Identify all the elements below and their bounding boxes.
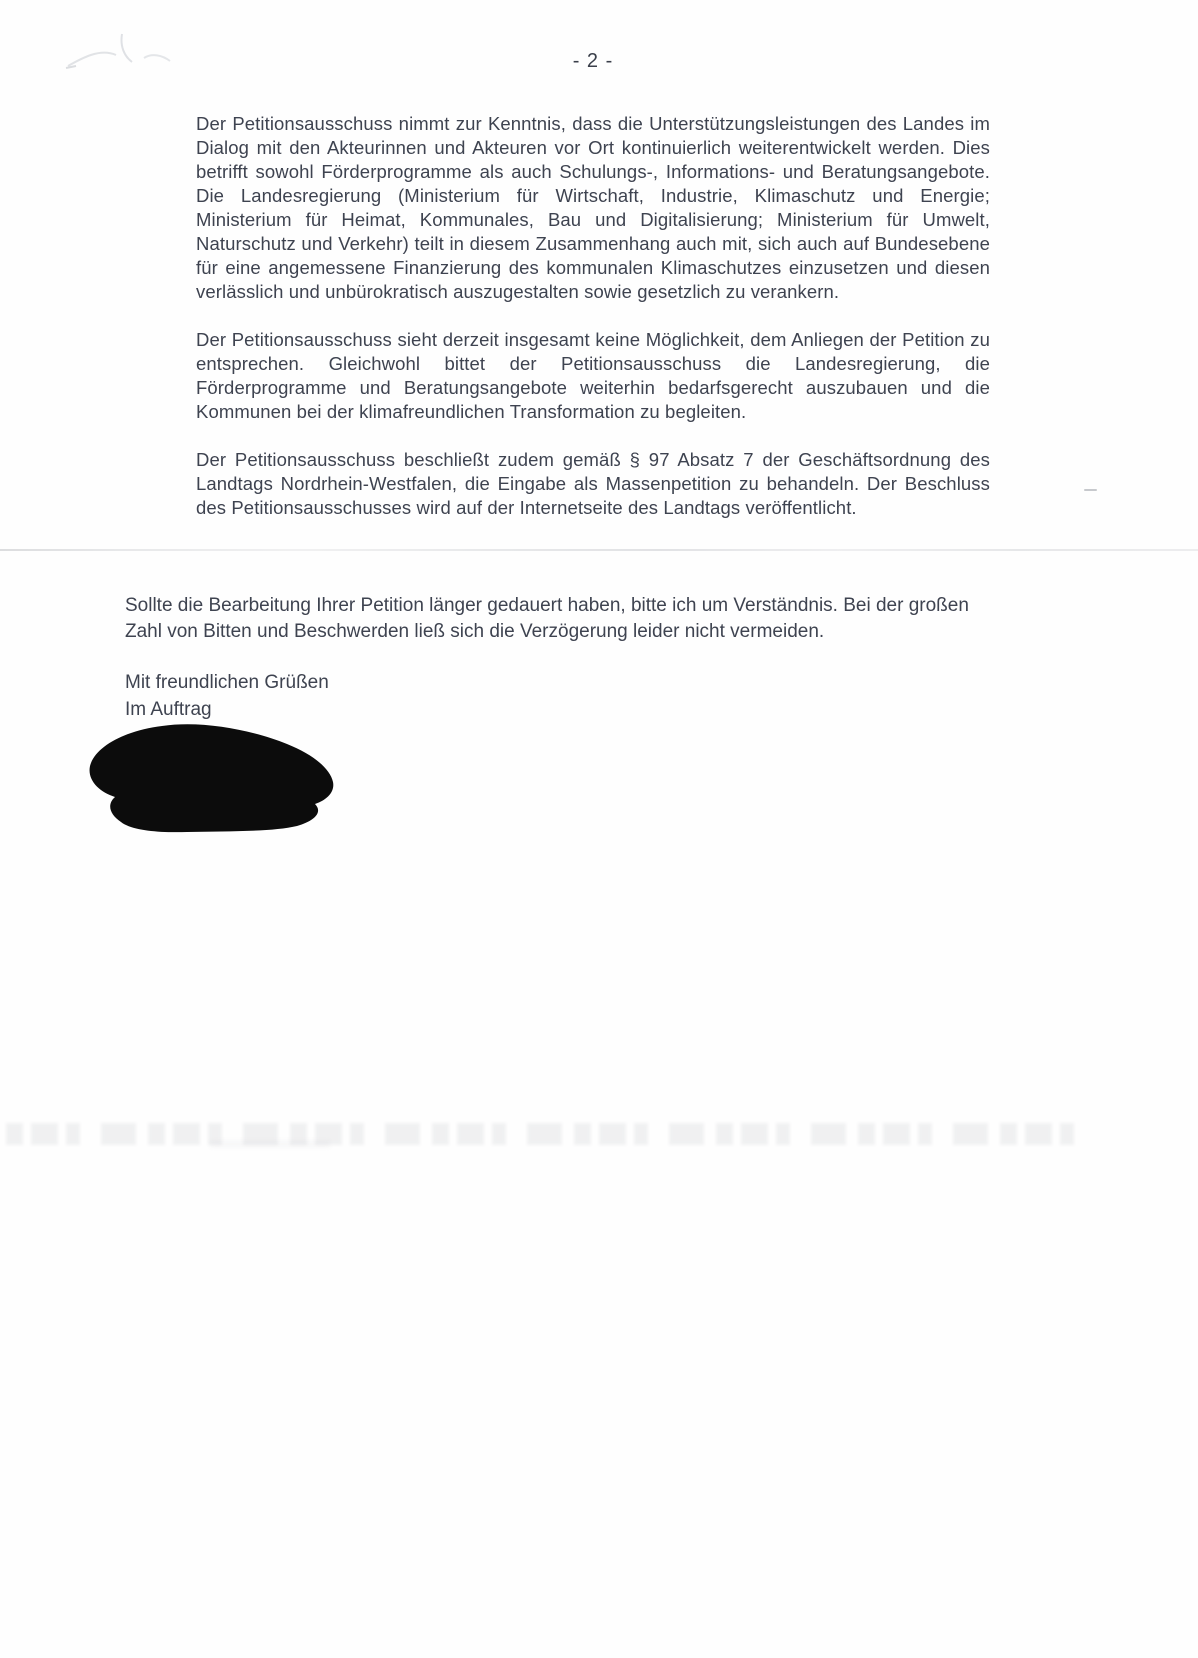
on-behalf-line: Im Auftrag [125, 699, 212, 720]
apology-block [125, 593, 991, 645]
body-paragraph: Der Petitionsausschuss nimmt zur Kenntnis, dass die Unterstützungsleistungen des Landes im Dialog mit den Akteurinnen und Akteuren vor Ort kontinuierlich weiterentwickelt werden. Dies betrifft sowohl Förderprogramme als auch Schulungs-, Informations- und Beratungsangebote. Die Landesregierung (Ministerium für Wirtschaft, Industrie, Klimaschutz und Energie; Ministerium für Heimat, Kommunales, Bau und Digitalisierung; Ministerium für Umwelt, Naturschutz und Verkehr) teilt in diesem Zusammenhang auch mit, sich auch auf Bundesebene für eine angemessene Finanzierung des kommunalen Klimaschutzes einzusetzen und diesen verlässlich und unbürokratisch auszugestalten sowie gesetzlich zu verankern. [196, 113, 990, 302]
redacted-signature-blob [86, 720, 338, 838]
page-number-label: - 2 - [572, 50, 614, 72]
bleed-through-artifact [6, 1123, 1086, 1145]
scan-fold-line [0, 549, 1198, 551]
closing-salutation: Mit freundlichen Grüßen [125, 672, 329, 693]
body-paragraph: Der Petitionsausschuss beschließt zudem gemäß § 97 Absatz 7 der Geschäftsordnung des Landtags Nordrhein-Westfalen, die Eingabe als Massenpetition zu behandeln. Der Beschluss des Petitionsausschusses wird auf der Internetseite des Landtags veröffentlicht. [196, 449, 990, 518]
page-number [196, 50, 990, 73]
stray-mark [1084, 489, 1097, 491]
bleed-through-artifact [210, 1140, 330, 1148]
letter-body [196, 112, 990, 544]
body-paragraph: Der Petitionsausschuss sieht derzeit insgesamt keine Möglichkeit, dem Anliegen der Petition zu entsprechen. Gleichwohl bittet der Petitionsausschuss die Landesregierung, die Förderprogramme und Beratungsangebote weiterhin bedarfsgerecht auszubauen und die Kommunen bei der klimafreundlichen Transformation zu begleiten. [196, 329, 990, 422]
apology-paragraph: Sollte die Bearbeitung Ihrer Petition länger gedauert haben, bitte ich um Verständnis. Bei der großen Zahl von Bitten und Beschwerden ließ sich die Verzögerung leider nicht vermeiden. [125, 595, 969, 642]
pencil-smudge-icon [64, 26, 224, 82]
